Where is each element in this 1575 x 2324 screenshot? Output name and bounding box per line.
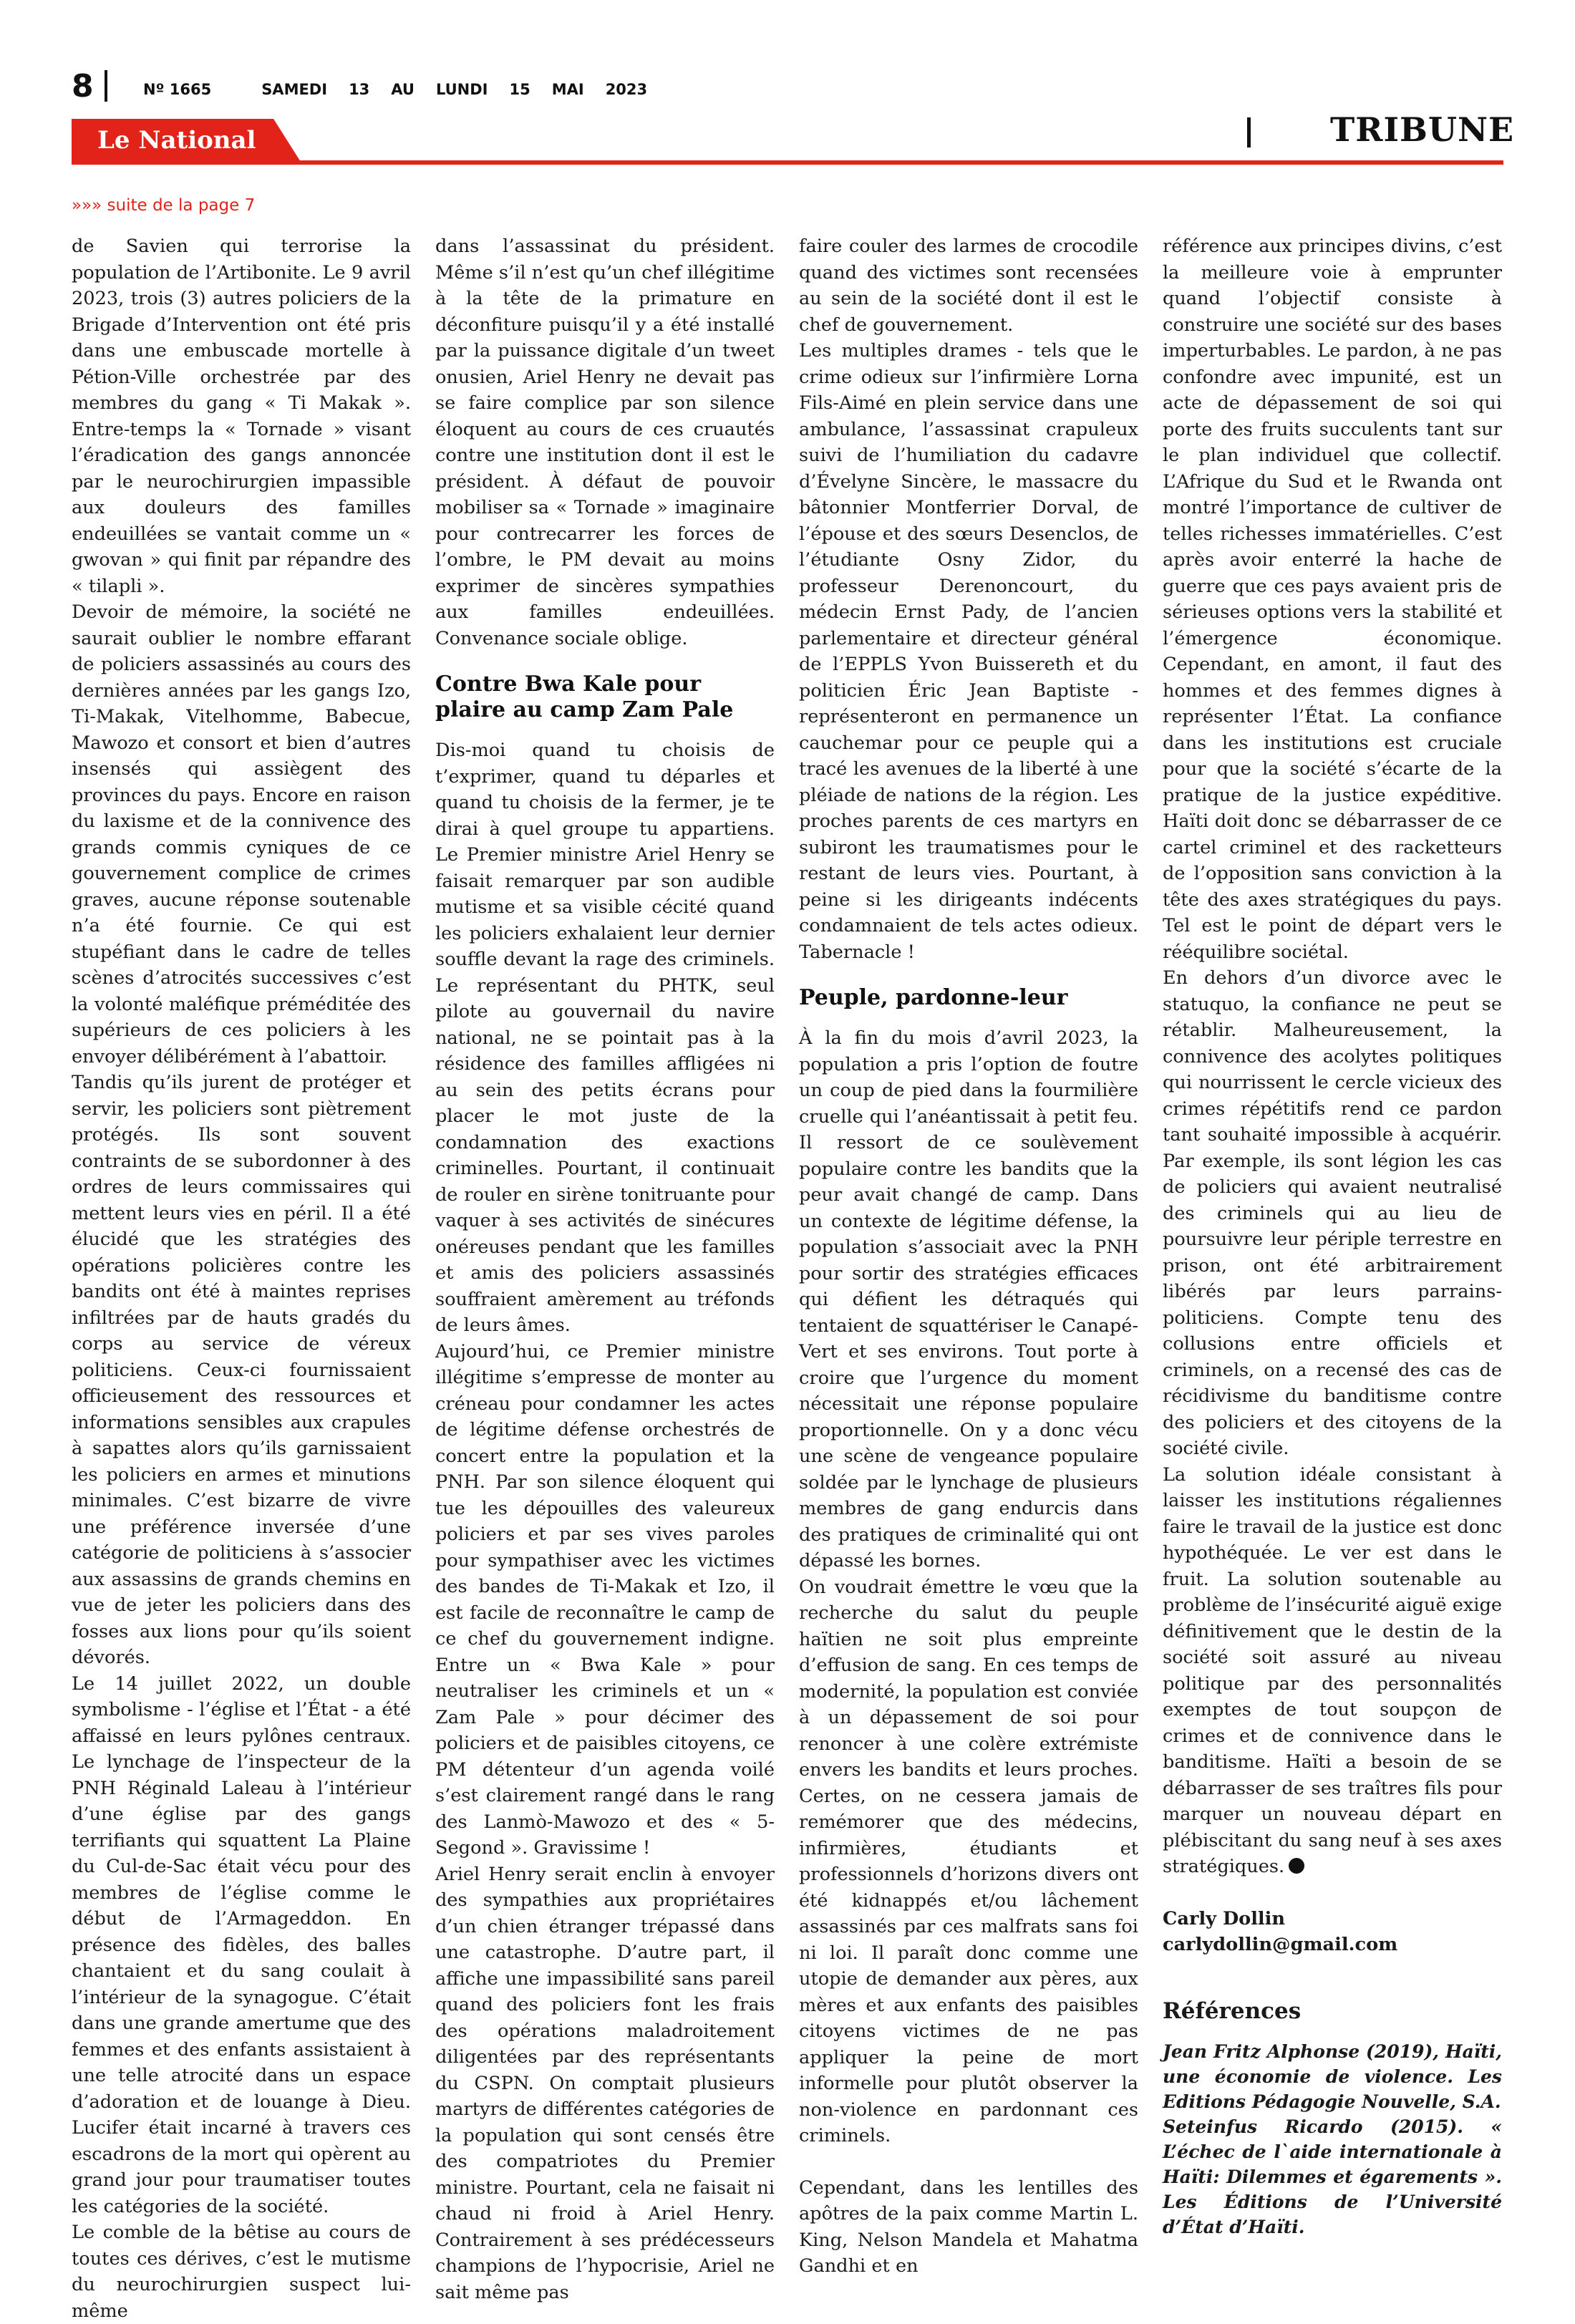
author-block: [1163, 1906, 1502, 1957]
paragraph: Cependant, dans les lentilles des apôtres de la paix comme Martin L. King, Nelson Mandela et Mahatma Gandhi et en: [799, 2177, 1138, 2277]
date-part: AU: [391, 81, 415, 98]
references-title: Références: [1163, 1998, 1302, 2024]
issue-number: Nº 1665: [143, 81, 212, 98]
paragraph: Le comble de la bêtise au cours de toutes ces dérives, c’est le mutisme du neurochirurgien suspect lui-même: [72, 2222, 411, 2322]
paragraph-final: [1163, 1462, 1502, 1880]
section-title: TRIBUNE: [1330, 110, 1515, 149]
paragraph: dans l’assassinat du président. Même s’il n’est qu’un chef illégitime à la tête de la primature en déconfiture puisqu’il y a été installé par la puissance digitale d’un tweet onusien, Ariel Henry ne devait pas se faire complice par son silence éloquent au cours de ces cruautés contre une institution dont il est le président. À défaut de pouvoir mobiliser sa « Tornade » imaginaire pour contrecarrer les forces de l’ombre, le PM devait au moins exprimer de sincères sympathies aux familles endeuillées. Convenance sociale oblige.: [435, 236, 775, 649]
paragraph: On voudrait émettre le vœu que la recherche du salut du peuple haïtien ne soit plus empreinte d’effusion de sang. En ces temps de modernité, la population est conviée à un dépassement de soi pour renoncer à une colère extrémiste envers les bandits et leurs proches. Certes, on ne cessera jamais de remémorer que des médecins, infirmières, étudiants et professionnels d’horizons divers ont été kidnappés et/ou lâchement assassinés par ces malfrats sans foi ni loi. Il paraît donc comme une utopie de demander aux pères, aux mères et aux enfants des paisibles citoyens victimes de ne pas appliquer la peine de mort informelle pour plutôt observer la non-violence en pardonnant ces criminels.: [799, 1576, 1138, 2146]
newspaper-logo-text: Le National: [97, 126, 256, 155]
date-part: 13: [349, 81, 370, 98]
page-number: 8: [72, 68, 94, 105]
subheading: Contre Bwa Kale pour plaire au camp Zam Pale: [435, 672, 734, 722]
end-of-article-icon: [1289, 1858, 1304, 1874]
article-column-1: [72, 233, 411, 2324]
article-column-2: [435, 233, 775, 2305]
spacer: [799, 2149, 1138, 2175]
reference-item: Jean Fritz Alphonse (2019), Haïti, une économie de violence. Les Editions Pédagogie Nouvelle, S.A.: [1163, 2040, 1502, 2112]
paragraph: Les multiples drames - tels que le crime odieux sur l’infirmière Lorna Fils-Aimé en plein service dans une ambulance, l’assassinat crapuleux suivi de l’humiliation du cadavre d’Évelyne Sincère, le massacre du bâtonnier Montferrier Dorval, de l’épouse et des sœurs Desenclos, de l’étudiante Osny Zidor, du professeur Derenoncourt, du médecin Ernst Pady, de l’ancien parlementaire et directeur général de l’EPPLS Yvon Buissereth et du politicien Éric Jean Baptiste - représenteront en permanence un cauchemar pour ce peuple qui a tracé les avenues de la liberté à une pléiade de nations de la région. Les proches parents de ces martyrs en subiront les traumatismes pour le restant de leurs vies. Pourtant, à peine si les dirigeants indécents condamnaient de tels actes odieux. Tabernacle !: [799, 340, 1138, 963]
paragraph: de Savien qui terrorise la population de l’Artibonite. Le 9 avril 2023, trois (3) autres policiers de la Brigade d’Intervention ont été pris dans une embuscade mortelle à Pétion-Ville orchestrée par des membres du gang « Ti Makak ». Entre-temps la « Tornade » visant l’éradication des gangs annoncée par le neurochirurgien impassible aux douleurs des familles endeuillées se vantait comme un « gwovan » qui finit par répandre des « tilapli ».: [72, 236, 411, 597]
paragraph: À la fin du mois d’avril 2023, la population a pris l’option de foutre un coup de pied dans la fourmilière cruelle qui l’anéantissait à petit feu. Il ressort de ce soulèvement populaire contre les bandits que la peur avait changé de camp. Dans un contexte de légitime défense, la population s’associait avec la PNH pour sortir des stratégies efficaces qui défient les détraqués qui tentaient de squattériser le Canapé-Vert et ses environs. Tout porte à croire que l’urgence du moment nécessitait une réponse populaire proportionnelle. On y a donc vécu une scène de vengeance populaire soldée par le lynchage de plusieurs membres de gang endurcis dans des pratiques de criminalité qui ont dépassé les bornes.: [799, 1027, 1138, 1572]
issue-date-line: [143, 80, 669, 99]
continuation-note: »»» suite de la page 7: [72, 196, 256, 215]
date-part: SAMEDI: [261, 81, 328, 98]
date-part: LUNDI: [435, 81, 488, 98]
article-column-4: [1163, 233, 1502, 2240]
paragraph: Tandis qu’ils jurent de protéger et servir, les policiers sont piètrement protégés. Ils sont souvent contraints de se subordonner à des ordres de leurs commissaires qui mettent leurs vies en péril. Il a été élucidé que les stratégies des opérations policières contre les bandits ont été à maintes reprises infiltrées par de hauts gradés du corps au service de véreux politiciens. Ceux-ci fournissaient officieusement des ressources et informations sensibles aux crapules à sapattes alors qu’ils garnissaient les policiers en armes et minutions minimales. C’est bizarre de vivre une préférence inversée d’une catégorie de politiciens à s’associer aux assassins de grands chemins en vue de jeter les policiers dans des fosses aux lions pour qu’ils soient dévorés.: [72, 1072, 411, 1668]
paragraph: Aujourd’hui, ce Premier ministre illégitime s’empresse de monter au créneau pour condamner les actes de légitime défense orchestrés de concert entre la population et la PNH. Par son silence éloquent qui tue les dépouilles des valeureux policiers et par ses vives paroles pour sympathiser avec les victimes des bandes de Ti-Makak et Izo, il est facile de reconnaître le camp de ce chef du gouvernement indigne. Entre un « Bwa Kale » pour neutraliser les criminels et un « Zam Pale » pour décimer des policiers et de paisibles citoyens, ce PM détenteur d’un agenda voilé s’est clairement rangé dans le rang des Lanmò-Mawozo et des « 5-Segond ». Gravissime !: [435, 1340, 775, 1859]
paragraph: référence aux principes divins, c’est la meilleure voie à emprunter quand l’objectif consiste à construire une société sur des bases imperturbables. Le pardon, à ne pas confondre avec impunité, est un acte de dépassement de soi qui porte des fruits succulents tant sur le plan individuel que collectif. L’Afrique du Sud et le Rwanda ont montré l’importance de cultiver de telles richesses immatérielles. C’est après avoir enterré la hache de guerre que ces pays avaient pris de sérieuses options vers la stabilité et l’émergence économique. Cependant, en amont, il faut des hommes et des femmes dignes à représenter l’État. La confiance dans les institutions est cruciale pour que la société s’écarte de la pratique de la justice expéditive. Haïti doit donc se débarrasser de ce cartel criminel et des racketteurs de l’opposition sans conviction à la tête des axes stratégiques du pays. Tel est le point de départ vers le rééquilibre sociétal.: [1163, 236, 1502, 963]
header-red-rule: [72, 160, 1503, 165]
paragraph: Ariel Henry serait enclin à envoyer des sympathies aux propriétaires d’un chien étranger trépassé dans une catastrophe. D’autre part, il affiche une impassibilité sans pareil quand des policiers font les frais des opérations maladroitement diligentées par des représentants du CSPN. On comptait plusieurs martyrs de différentes catégories de la population qui sont censés être des compatriotes du Premier ministre. Pourtant, cela ne faisait ni chaud ni froid à Ariel Henry. Contrairement à ses prédécesseurs champions de l’hypocrisie, Ariel ne sait même pas: [435, 1863, 775, 2303]
subheading: Peuple, pardonne-leur: [799, 985, 1068, 1010]
date-part: 15: [509, 81, 530, 98]
date-part: MAI: [551, 81, 584, 98]
section-divider: [1247, 117, 1251, 147]
paragraph: Dis-moi quand tu choisis de t’exprimer, quand tu déparles et quand tu choisis de la fermer, je te dirai à quel groupe tu appartiens. Le Premier ministre Ariel Henry se faisait remarquer par son audible mutisme et sa visible cécité quand les policiers exhalaient leur dernier souffle devant la rage des criminels. Le représentant du PHTK, seul pilote au gouvernail du navire national, ne se pointait pas à la résidence des familles affligées ni au sein des petits écrans pour placer le mot juste de la condamnation des exactions criminelles. Pourtant, il continuait de rouler en sirène tonitruante pour vaquer à ses activités de sinécures onéreuses pendant que les familles et amis des policiers assassinés souffraient amèrement au tréfonds de leurs âmes.: [435, 740, 775, 1336]
paragraph: Le 14 juillet 2022, un double symbolisme - l’église et l’État - a été affaissé en leurs pylônes centraux. Le lynchage de l’inspecteur de la PNH Réginald Laleau à l’intérieur d’une église par des gangs terrifiants qui squattent La Plaine du Cul-de-Sac était vécu pour des membres de l’église comme le début de l’Armageddon. En présence des fidèles, des balles chantaient et du sang coulait à l’intérieur de la synagogue. C’était dans une grande amertume que des femmes et des enfants assistaient à une telle atrocité dans un espace d’adoration et de louange à Dieu. Lucifer était incarné à travers ces escadrons de la mort qui opèrent au grand jour pour traumatiser toutes les catégories de la société.: [72, 1672, 411, 2217]
date-part: 2023: [605, 81, 648, 98]
paragraph: Devoir de mémoire, la société ne saurait oublier le nombre effarant de policiers assassinés au cours des dernières années par les gangs Izo, Ti-Makak, Vitelhomme, Babecue, Mawozo et consort et bien d’autres insensés qui assiègent des provinces du pays. Encore en raison du laxisme et de la connivence des grands commis cyniques de ce gouvernement complice de crimes graves, aucune réponse soutenable n’a été fournie. Ce qui est stupéfiant dans le cadre de telles scènes d’atrocités successives c’est la volonté maléfique préméditée des supérieurs de ces policiers à les envoyer délibérément à l’abattoir.: [72, 601, 411, 1067]
paragraph: faire couler des larmes de crocodile quand des victimes sont recensées au sein de la société dont il est le chef de gouvernement.: [799, 236, 1138, 336]
paragraph-text: La solution idéale consistant à laisser les institutions régaliennes faire le travail de la justice est donc hypothéquée. Le ver est dans le fruit. La solution soutenable au problème de l’insécurité aiguë exige définitivement que le destin de la société soit assuré au niveau politique par des personnalités exemptes de tout soupçon de crimes et de connivence dans le banditisme. Haïti a besoin de se débarrasser de ses traîtres fils pour marquer un nouveau départ en plébiscitant du sang neuf à ses axes stratégiques.: [1163, 1463, 1502, 1877]
header-divider: [105, 70, 107, 102]
author-name: Carly Dollin: [1163, 1907, 1285, 1930]
article-column-3: [799, 233, 1138, 2280]
author-email: carlydollin@gmail.com: [1163, 1933, 1398, 1955]
reference-item: Seteinfus Ricardo (2015). « L’échec de l`aide internationale à Haïti: Dilemmes et égarements ». Les Éditions de l’Université d’État d’Haïti.: [1163, 2116, 1502, 2237]
paragraph: En dehors d’un divorce avec le statuquo, la confiance ne peut se rétablir. Malheureusement, la connivence des acolytes politiques qui nourrissent le cercle vicieux des crimes répétitifs rend ce pardon tant souhaité impossible à acquérir. Par exemple, ils sont légion les cas de policiers qui avaient neutralisé des criminels qui au lieu de poursuivre leur périple terrestre en prison, ont été arbitrairement libérés par leurs parrains-politiciens. Compte tenu des collusions entre officiels et criminels, on a recensé des cas de récidivisme du banditisme contre des policiers et des citoyens de la société civile.: [1163, 967, 1502, 1459]
